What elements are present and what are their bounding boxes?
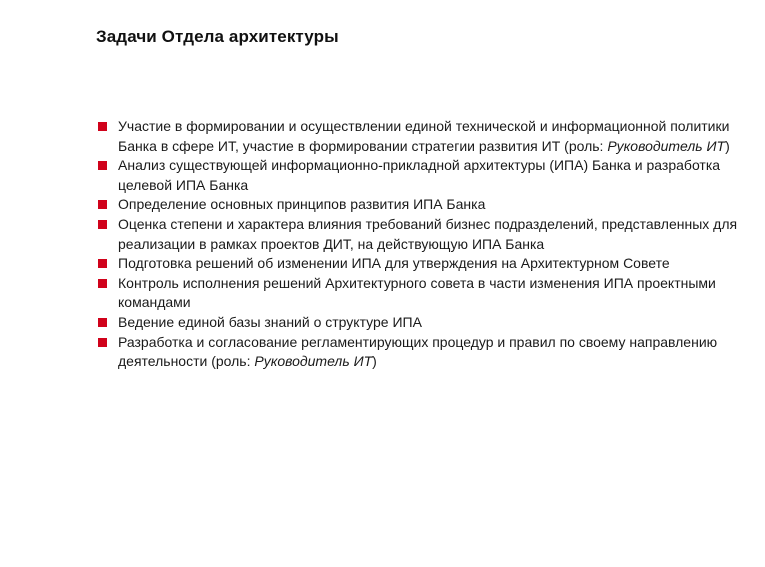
role-name: Руководитель ИТ	[607, 137, 726, 154]
list-item	[98, 333, 738, 372]
role-name: Руководитель ИТ	[254, 353, 373, 370]
page-title: Задачи Отдела архитектуры	[96, 27, 339, 46]
task-list	[98, 117, 738, 372]
list-item-text: Ведение единой базы знаний о структуре ИПА	[118, 313, 422, 330]
list-item-text: Участие в формировании и осуществлении единой технической и информационной политики Банка в сфере ИТ, участие в формировании стратегии развития ИТ (роль: Руководитель ИТ)	[118, 118, 730, 154]
bullet-square-icon	[98, 220, 107, 229]
list-item	[98, 117, 738, 156]
bullet-square-icon	[98, 279, 107, 288]
list-item-text: Контроль исполнения решений Архитектурного совета в части изменения ИПА проектными командами	[118, 274, 716, 311]
list-item	[98, 313, 738, 333]
bullet-square-icon	[98, 122, 107, 131]
list-item	[98, 274, 738, 313]
list-item-text: Разработка и согласование регламентирующих процедур и правил по своему направлению деятельности (роль: Руководитель ИТ)	[118, 333, 718, 370]
list-item	[98, 156, 738, 195]
list-item	[98, 215, 738, 254]
bullet-square-icon	[98, 200, 107, 209]
bullet-square-icon	[98, 318, 107, 327]
list-item-text: Анализ существующей информационно-прикладной архитектуры (ИПА) Банка и разработка целевой ИПА Банка	[118, 157, 721, 193]
bullet-square-icon	[98, 161, 107, 170]
list-item-text: Подготовка решений об изменении ИПА для утверждения на Архитектурном Совете	[118, 255, 670, 272]
list-item	[98, 195, 738, 215]
list-item	[98, 254, 738, 274]
list-item-text: Оценка степени и характера влияния требований бизнес подразделений, представленных для реализации в рамках проектов ДИТ, на действующую ИПА Банка	[118, 215, 738, 252]
bullet-square-icon	[98, 338, 107, 347]
bullet-square-icon	[98, 259, 107, 268]
list-item-text: Определение основных принципов развития ИПА Банка	[118, 196, 486, 213]
